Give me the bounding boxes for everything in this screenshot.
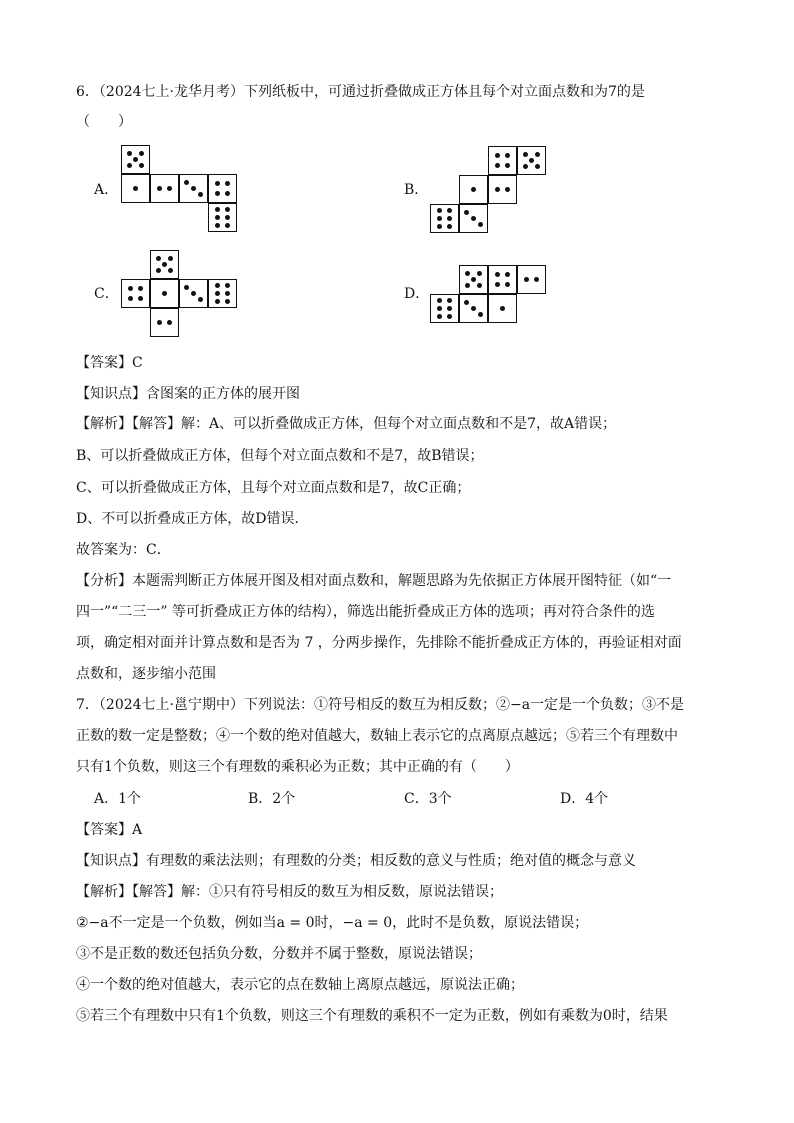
die-face (121, 174, 150, 203)
die-face (430, 294, 459, 323)
die-pip (464, 210, 469, 215)
die-pip (447, 314, 452, 319)
q6-knowledge: 【知识点】含图案的正方体的展开图 (76, 386, 300, 402)
q7-analysis-line: ③不是正数的数还包括负分数，分数并不属于整数，原说法错误； (76, 946, 482, 962)
die-pip (505, 272, 510, 277)
die-pip (529, 158, 534, 163)
die-pip (495, 153, 500, 158)
die-pip (184, 180, 189, 185)
die-pip (524, 277, 529, 282)
q6-paren: （ ） (76, 114, 132, 130)
die-pip (478, 312, 483, 317)
die-pip (447, 224, 452, 229)
die-face (430, 204, 459, 233)
die-pip (447, 208, 452, 213)
option-c-label: C． (94, 286, 119, 302)
die-pip (500, 306, 505, 311)
die-pip (464, 300, 469, 305)
die-pip (215, 283, 220, 288)
die-face (179, 279, 208, 308)
die-pip (437, 298, 442, 303)
die-pip (523, 152, 528, 157)
die-pip (447, 216, 452, 221)
die-pip (447, 306, 452, 311)
q7-answer: 【答案】A (76, 822, 143, 838)
die-pip (127, 163, 132, 168)
q6-stem: 6．（2024七上·龙华月考）下列纸板中，可通过折叠做成正方体且每个对立面点数和为7的是 (76, 84, 645, 100)
die-face (517, 146, 546, 175)
die-face (150, 308, 179, 337)
die-pip (128, 286, 133, 291)
q6-analysis-line: D、不可以折叠成正方体，故D错误． (76, 511, 309, 527)
die-pip (138, 286, 143, 291)
die-pip (215, 215, 220, 220)
die-pip (477, 283, 482, 288)
die-face (488, 265, 517, 294)
die-pip (225, 181, 230, 186)
die-pip (505, 163, 510, 168)
die-pip (465, 283, 470, 288)
die-face (150, 174, 179, 203)
q7-analysis-line: ④一个数的绝对值越大，表示它的点在数轴上离原点越远，原说法正确； (76, 977, 524, 993)
q7-analysis-line: 【解析】【解答】解：①只有符号相反的数互为相反数，原说法错误； (76, 884, 503, 900)
die-pip (156, 256, 161, 261)
die-pip (477, 271, 482, 276)
die-pip (215, 207, 220, 212)
die-pip (471, 216, 476, 221)
die-pip (225, 215, 230, 220)
die-pip (133, 157, 138, 162)
q6-fenxi-line: 【分析】本题需判断正方体展开图及相对面点数和，解题思路为先依据正方体展开图特征（如“一 (76, 573, 672, 589)
die-face (208, 203, 237, 232)
die-pip (437, 216, 442, 221)
die-pip (127, 151, 132, 156)
die-pip (535, 164, 540, 169)
die-pip (495, 282, 500, 287)
die-pip (191, 186, 196, 191)
die-pip (168, 256, 173, 261)
die-pip (523, 164, 528, 169)
die-pip (215, 223, 220, 228)
die-pip (133, 186, 138, 191)
die-pip (534, 277, 539, 282)
die-face (459, 265, 488, 294)
die-face (121, 279, 150, 308)
q6-analysis-line: C、可以折叠做成正方体，且每个对立面点数和是7，故C正确； (76, 480, 471, 496)
die-face (488, 146, 517, 175)
q7-choice-b: B．2个 (248, 791, 296, 807)
die-pip (157, 186, 162, 191)
die-pip (156, 268, 161, 273)
die-pip (215, 191, 220, 196)
q6-answer: 【答案】C (76, 355, 143, 371)
die-pip (139, 163, 144, 168)
die-pip (495, 163, 500, 168)
die-pip (465, 271, 470, 276)
die-pip (471, 306, 476, 311)
die-pip (495, 187, 500, 192)
die-pip (225, 291, 230, 296)
die-face (179, 174, 208, 203)
die-pip (471, 187, 476, 192)
q6-analysis-line: 【解析】【解答】解：A、可以折叠做成正方体，但每个对立面点数和不是7，故A错误； (76, 416, 617, 432)
die-pip (225, 223, 230, 228)
die-pip (505, 282, 510, 287)
die-face (488, 175, 517, 204)
die-pip (437, 224, 442, 229)
die-pip (167, 320, 172, 325)
die-pip (167, 186, 172, 191)
q6-fenxi-line: 点数和，逐步缩小范围 (76, 666, 216, 682)
q7-analysis-line: ⑤若三个有理数中只有1个负数，则这三个有理数的乘积不一定为正数，例如有乘数为0时，结果 (76, 1008, 668, 1024)
die-pip (157, 320, 162, 325)
q6-fenxi-line: 四一”“二三一” 等可折叠成正方体的结构），筛选出能折叠成正方体的选项；再对符合条件的选 (76, 604, 655, 620)
die-pip (191, 291, 196, 296)
q6-fenxi-line: 项，确定相对面并计算点数和是否为 7 ，分两步操作，先排除不能折叠成正方体的，再验证相对面 (76, 635, 682, 651)
die-pip (471, 277, 476, 282)
die-pip (138, 296, 143, 301)
die-pip (437, 314, 442, 319)
die-pip (128, 296, 133, 301)
die-pip (139, 151, 144, 156)
die-pip (225, 299, 230, 304)
die-face (208, 174, 237, 203)
die-pip (162, 262, 167, 267)
die-face (121, 145, 150, 174)
die-pip (225, 283, 230, 288)
q6-analysis-line: 故答案为：C． (76, 542, 171, 558)
die-face (517, 265, 546, 294)
die-pip (215, 291, 220, 296)
q7-stem-line: 只有1个负数，则这三个有理数的乘积必为正数；其中正确的有（ ） (76, 759, 519, 775)
die-face (459, 294, 488, 323)
die-pip (215, 299, 220, 304)
q7-stem-line: 7．（2024七上·邕宁期中）下列说法：①符号相反的数互为相反数；②−a一定是一个负数；③不是 (76, 697, 685, 713)
die-pip (225, 207, 230, 212)
die-pip (478, 222, 483, 227)
die-pip (505, 153, 510, 158)
q6-analysis-line: B、可以折叠做成正方体，但每个对立面点数和不是7，故B错误； (76, 448, 484, 464)
die-pip (184, 285, 189, 290)
q7-stem-line: 正数的数一定是整数；④一个数的绝对值越大，数轴上表示它的点离原点越远；⑤若三个有理数中 (76, 728, 678, 744)
option-b-label: B． (404, 182, 429, 198)
die-pip (505, 187, 510, 192)
die-pip (535, 152, 540, 157)
option-a-label: A． (94, 182, 119, 198)
die-pip (447, 298, 452, 303)
die-face (459, 175, 488, 204)
q7-knowledge: 【知识点】有理数的乘法法则；有理数的分类；相反数的意义与性质；绝对值的概念与意义 (76, 853, 636, 869)
q7-choice-a: A．1个 (94, 791, 142, 807)
die-pip (225, 191, 230, 196)
q7-choice-d: D．4个 (560, 791, 609, 807)
die-face (208, 279, 237, 308)
q7-choice-c: C．3个 (404, 791, 452, 807)
die-pip (198, 192, 203, 197)
die-pip (215, 181, 220, 186)
die-pip (437, 306, 442, 311)
die-pip (198, 297, 203, 302)
option-d-label: D． (404, 286, 430, 302)
die-pip (437, 208, 442, 213)
die-pip (495, 272, 500, 277)
die-face (459, 204, 488, 233)
die-face (488, 294, 517, 323)
die-pip (168, 268, 173, 273)
die-face (150, 279, 179, 308)
die-face (150, 250, 179, 279)
die-pip (162, 291, 167, 296)
q7-analysis-line: ②−a不一定是一个负数，例如当a = 0时，−a = 0，此时不是负数，原说法错误； (76, 915, 589, 931)
